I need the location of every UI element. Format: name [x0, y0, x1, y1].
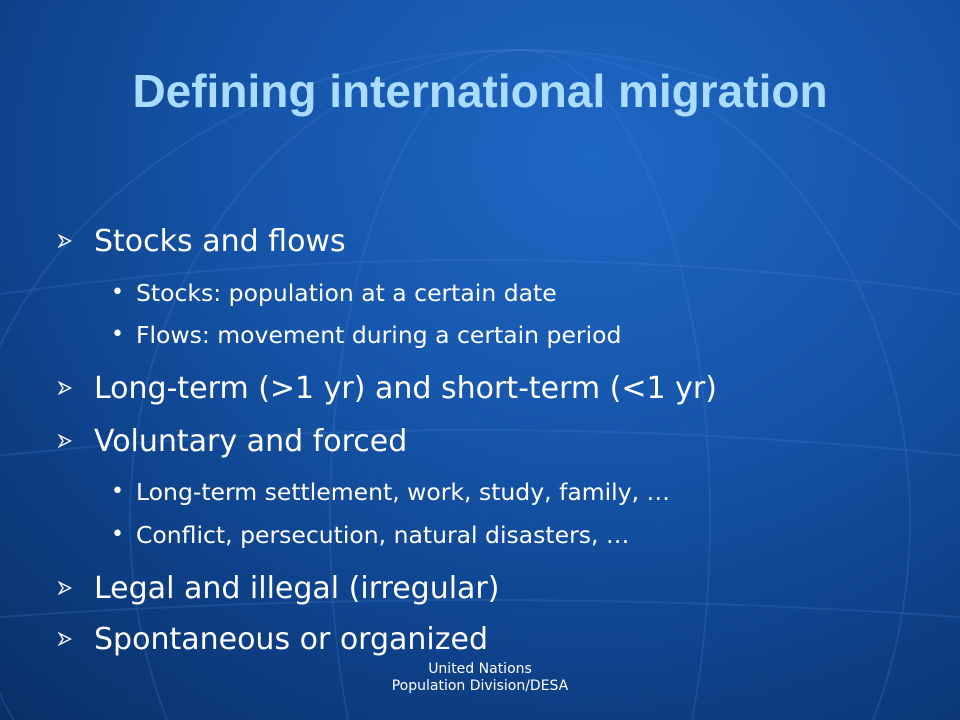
footer-line-organization: United Nations [428, 661, 532, 677]
sub-bullet-text: Stocks: population at a certain date [136, 279, 557, 307]
footer-line-division: Population Division/DESA [391, 678, 569, 694]
arrowhead-bullet-icon [58, 632, 72, 646]
bullet-text: Voluntary and forced [94, 424, 408, 459]
bullet-text: Stocks and flows [94, 224, 346, 259]
sub-bullet-text: Long-term settlement, work, study, family, … [136, 478, 671, 506]
footer [280, 661, 680, 695]
bullet-text: Spontaneous or organized [94, 622, 489, 657]
dot-bullet-icon: • [111, 280, 124, 305]
bullet-text: Long-term (>1 yr) and short-term (<1 yr) [94, 371, 717, 406]
dot-bullet-icon: • [111, 322, 124, 347]
dot-bullet-icon: • [111, 479, 124, 504]
arrowhead-bullet-icon [58, 381, 72, 395]
slide-title: Defining international migration [132, 65, 828, 117]
arrowhead-bullet-icon [58, 581, 72, 595]
sub-bullet-text: Flows: movement during a certain period [136, 321, 622, 349]
bullet-text: Legal and illegal (irregular) [94, 571, 500, 606]
arrowhead-bullet-icon [58, 434, 72, 448]
arrowhead-bullet-icon [58, 234, 72, 248]
dot-bullet-icon: • [111, 522, 124, 547]
sub-bullet-text: Conflict, persecution, natural disasters, … [136, 521, 630, 549]
